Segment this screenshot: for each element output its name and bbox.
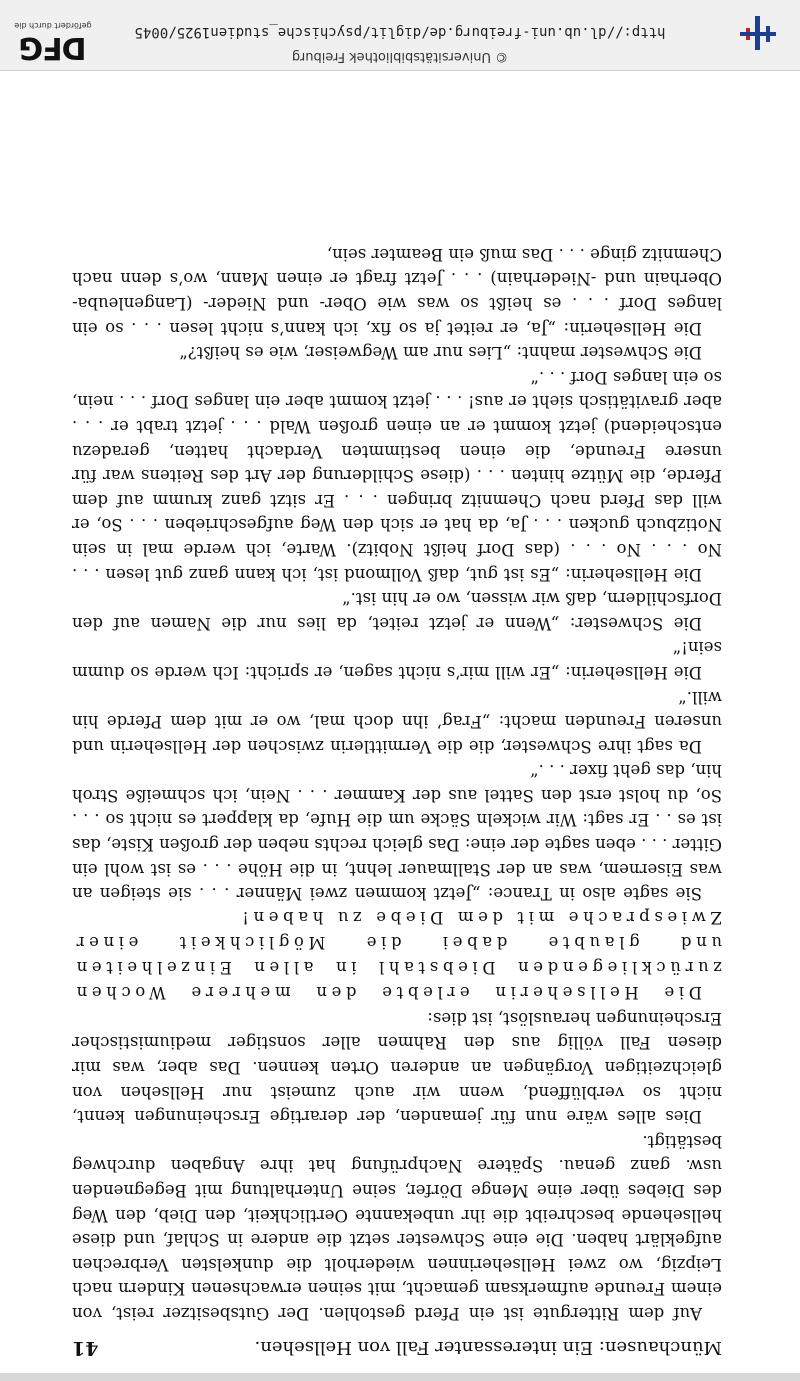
- dfg-logo-text: DFG: [19, 30, 87, 65]
- page-number: 41: [72, 1337, 99, 1359]
- scan-edge: [0, 1373, 800, 1381]
- paragraph: Da sagt ihre Schwester, die die Vermittlerin zwischen der Hellseherin und unseren Freunden macht: „Frag’ ihn doch mal, wo er mit dem Pferde hin will.“: [72, 687, 722, 756]
- book-page: [72, 241, 722, 1363]
- paragraph: Dies alles wäre nun für jemanden, der derartige Erscheinungen kennt, nicht so verblüffend, wenn wir auch zumeist nur Hellsehen von gleichzeitigen Vorgängen an anderen Orten kennen. Das aber, was mir diesen Fall völlig aus den Rahmen aller sonstiger mediumistischer Erscheinungen herauslöst, ist dies:: [72, 1008, 722, 1127]
- copyright-text: © Universitätsbibliothek Freiburg: [291, 49, 509, 64]
- paragraph: Die Schwester mahnt: „Lies nur am Wegweiser, wie es heißt?“: [179, 343, 702, 363]
- paragraph: Die Hellseherin: „Ja, er reitet ja so fix, ich kann’s nicht lesen . . . so ein langes Dorf . . . es heißt so was wie Ober- und Nieder- (Langenleuba-Oberhain und -Niederhain) . . . Jetzt fragt er einen Mann, wo’s denn nach Chemnitz ginge . . . Das muß ein Beamter sein,: [72, 244, 722, 338]
- digitization-header: [0, 0, 800, 71]
- paragraph: Die Hellseherin: „Es ist gut, daß Vollmond ist, ich kann ganz gut lesen . . . No . . . No . . . (das Dorf heißt Nobitz). Warte, ich werde mal in sein Notizbuch gucken . . . Ja, da hat er sich den Weg aufgeschrieben . . . So, er will das Pferd nach Chemnitz bringen . . . Er sitzt ganz krumm auf dem Pferde, die Mütze hinten . . . (diese Schilderung der Art des Reitens war für unsere Freunde, die einen bestimmten Verdacht hatten, geradezu entscheidend) jetzt kommt er an einen großen Wald . . . jetzt trabt er . . . aber gravitätisch sieht er aus! . . . jetzt kommt aber ein langes Dorf . . . nein, so ein langes Dorf . . .“: [72, 367, 722, 584]
- running-head-title: Münchausen: Ein interessanter Fall von Hellsehen.: [254, 1337, 722, 1358]
- source-url[interactable]: http://dl.ub.uni-freiburg.de/diglit/psychische_studien1925/0045: [134, 24, 666, 40]
- paragraph: Die Hellseherin: „Er will mir’s nicht sagen, er spricht: Ich werde so dumm sein!“: [72, 638, 722, 682]
- running-head: [72, 1337, 722, 1359]
- paragraph: Auf dem Rittergute ist ein Pferd gestohlen. Der Gutsbesitzer reist, von einem Freunde aufmerksam gemacht, mit seinen erwachsenen Kindern nach Leipzig, wo zwei Hellseherinnen wiederholt die dunkelsten Verbrechen aufgeklärt haben. Die eine Schwester setzt die andere in Schlaf, und diese hellsehende beschreibt die ihr unbekannte Oertlichkeit, den Dieb, den Weg des Diebes über eine Menge Dörfer, seine Unterhaltung mit Begegnenden usw. ganz genau. Spätere Nachprüfung hat ihre Angaben durchweg bestätigt.: [72, 1131, 722, 1323]
- dfg-logo: [12, 21, 94, 65]
- paragraph: Sie sagte also in Trance: „Jetzt kommen zwei Männer . . . sie steigen an was Eisernem, was an der Stallmauer lehnt, in die Höhe . . . es ist wohl ein Gitter . . . eben sagte der eine: Das gleich rechts neben der großen Kiste, das ist es . . Er sagt: Wir wickeln Säcke um die Hufe, da klappert es nicht so . . . So, du holst erst den Sattel aus der Kammer . . . Nein, ich schmeiße Stroh hin, das geht fixer . . .“: [72, 761, 722, 904]
- paragraph: Die Schwester: „Wenn er jetzt reitet, da lies nur die Namen auf den Dorfschildern, daß wir wissen, wo er hin ist.“: [72, 589, 722, 633]
- paragraph-emphasis: Die Hellseherin erlebte den mehrere Wochen zurückliegenden Diebstahl in allen Einzelheiten und glaubte dabei die Möglichkeit einer Zwiesprache mit dem Diebe zu haben!: [72, 908, 722, 1003]
- dfg-caption: gefördert durch die: [14, 21, 92, 30]
